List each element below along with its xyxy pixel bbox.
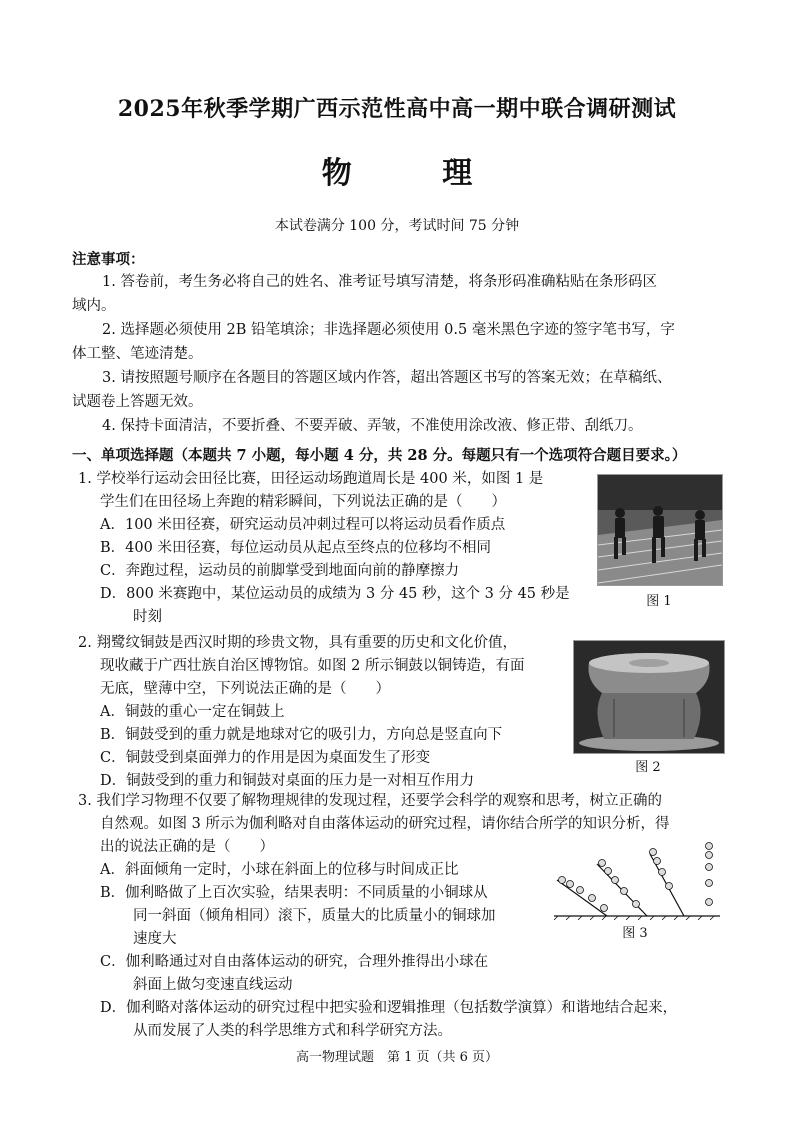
figure-3-caption: 图 3 <box>622 926 648 941</box>
option-d: D．800 米赛跑中，某位运动员的成绩为 3 分 45 秒，这个 3 分 45 秒是 <box>100 586 570 602</box>
question-3-stem: 3. 我们学习物理不仅要了解物理规律的发现过程，还要学会科学的观察和思考，树立正确的 <box>78 793 662 809</box>
option-c-cont: 斜面上做匀变速直线运动 <box>133 977 293 993</box>
subject-title: 物 理 <box>321 156 513 191</box>
option-d: D．伽利略对落体运动的研究过程中把实验和逻辑推理（包括数学演算）和谐地结合起来， <box>100 1000 678 1016</box>
note-line: 3. 请按照题号顺序在各题目的答题区域内作答，超出答题区书写的答案无效；在草稿纸、 <box>102 370 672 386</box>
note-line: 域内。 <box>72 298 116 314</box>
note-line: 4. 保持卡面清洁，不要折叠、不要弄破、弄皱，不准使用涂改液、修正带、刮纸刀。 <box>102 418 643 434</box>
question-2-stem: 现收藏于广西壮族自治区博物馆。如图 2 所示铜鼓以铜铸造，有面 <box>100 658 525 674</box>
option-d-cont: 从而发展了人类的科学思维方式和科学研究方法。 <box>133 1023 452 1039</box>
option-b: B．400 米田径赛，每位运动员从起点至终点的位移均不相同 <box>100 540 491 556</box>
note-line: 1. 答卷前，考生务必将自己的姓名、准考证号填写清楚，将条形码准确粘贴在条形码区 <box>102 274 657 290</box>
exam-title: 2025年秋季学期广西示范性高中高一期中联合调研测试 <box>117 96 677 122</box>
figure-1-track-photo <box>597 474 723 586</box>
option-a: A．斜面倾角一定时，小球在斜面上的位移与时间成正比 <box>100 862 459 878</box>
notes-heading: 注意事项： <box>72 251 145 268</box>
question-3-stem: 自然观。如图 3 所示为伽利略对自由落体运动的研究过程，请你结合所学的知识分析，得 <box>100 816 670 832</box>
figure-2-bronze-drum-photo <box>573 640 725 754</box>
option-b: B．铜鼓受到的重力就是地球对它的吸引力，方向总是竖直向下 <box>100 727 503 743</box>
option-c: C．铜鼓受到桌面弹力的作用是因为桌面发生了形变 <box>100 750 431 766</box>
option-d-cont: 时刻 <box>133 609 162 625</box>
question-1-stem: 1. 学校举行运动会田径比赛，田径运动场跑道周长是 400 米，如图 1 是 <box>78 471 544 487</box>
note-line: 2. 选择题必须使用 2B 铅笔填涂；非选择题必须使用 0.5 毫米黑色字迹的签字笔书写，字 <box>102 322 675 338</box>
exam-meta: 本试卷满分 100 分，考试时间 75 分钟 <box>274 218 520 234</box>
page-footer: 高一物理试题 第 1 页（共 6 页） <box>295 1050 499 1065</box>
figure-1-caption: 图 1 <box>646 594 672 609</box>
question-1-stem: 学生们在田径场上奔跑的精彩瞬间，下列说法正确的是（ ） <box>100 494 506 510</box>
question-2-stem: 无底，壁薄中空，下列说法正确的是（ ） <box>100 681 390 697</box>
option-a: A．100 米田径赛，研究运动员冲刺过程可以将运动员看作质点 <box>100 517 506 533</box>
option-c: C．伽利略通过对自由落体运动的研究，合理外推得出小球在 <box>100 954 489 970</box>
note-line: 体工整、笔迹清楚。 <box>72 346 203 362</box>
question-3-stem: 出的说法正确的是（ ） <box>100 839 274 855</box>
option-b-cont: 速度大 <box>133 931 177 947</box>
option-d: D．铜鼓受到的重力和铜鼓对桌面的压力是一对相互作用力 <box>100 773 475 789</box>
option-b: B．伽利略做了上百次实验，结果表明：不同质量的小铜球从 <box>100 885 488 901</box>
note-line: 试题卷上答题无效。 <box>72 394 203 410</box>
question-2-stem: 2. 翔鹭纹铜鼓是西汉时期的珍贵文物，具有重要的历史和文化价值， <box>78 635 517 651</box>
figure-2-caption: 图 2 <box>635 760 661 775</box>
section-heading: 一、单项选择题（本题共 7 小题，每小题 4 分，共 28 分。每题只有一个选项符合题目要求。） <box>72 447 687 464</box>
figure-3-inclined-planes-diagram <box>552 840 722 920</box>
option-a: A．铜鼓的重心一定在铜鼓上 <box>100 704 285 720</box>
option-b-cont: 同一斜面（倾角相同）滚下，质量大的比质量小的铜球加 <box>133 908 496 924</box>
option-c: C．奔跑过程，运动员的前脚掌受到地面向前的静摩擦力 <box>100 563 460 579</box>
